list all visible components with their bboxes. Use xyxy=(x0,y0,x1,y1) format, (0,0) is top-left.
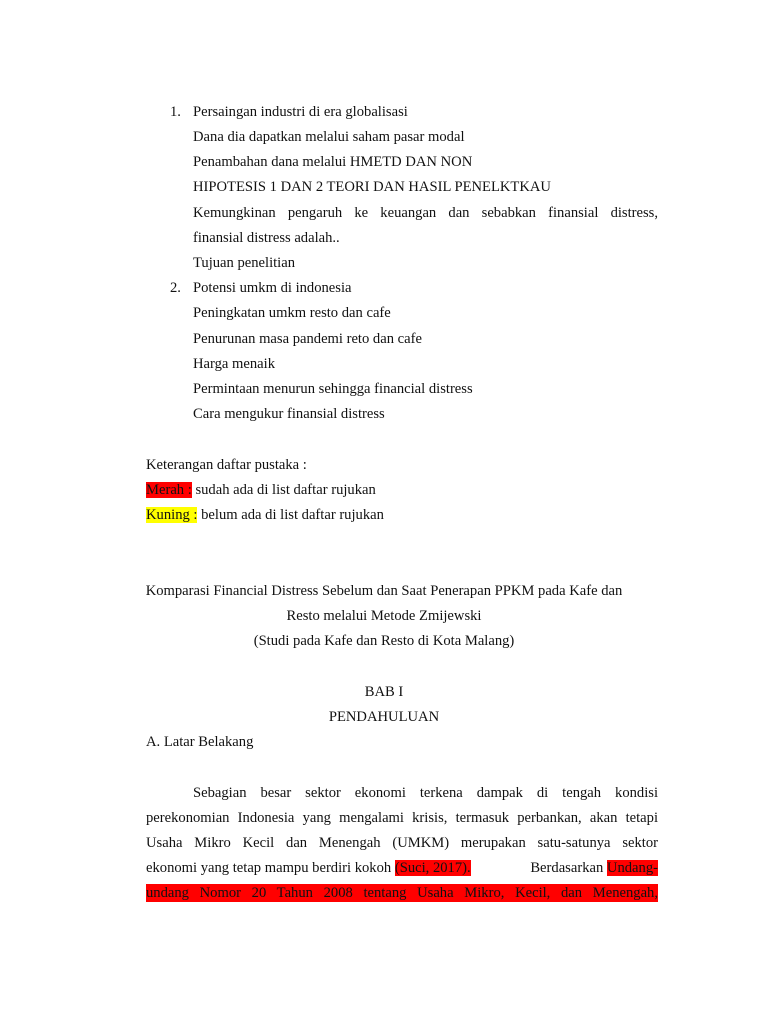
body-line xyxy=(193,784,658,802)
legend-heading: Keterangan daftar pustaka : xyxy=(146,457,307,473)
paragraph-line: finansial distress adalah.. xyxy=(193,230,340,246)
list-subitem: Cara mengukur finansial distress xyxy=(193,406,385,422)
legend-yellow-text: belum ada di list daftar rujukan xyxy=(197,507,384,523)
body-line xyxy=(146,834,658,852)
citation-red: (Suci, 2017). xyxy=(394,860,471,876)
list-number: 1. xyxy=(170,104,181,120)
body-text: perekonomian Indonesia yang mengalami krisis, termasuk perbankan, akan tetapi xyxy=(146,810,658,826)
document-title-line: Komparasi Financial Distress Sebelum dan Saat Penerapan PPKM pada Kafe dan xyxy=(145,583,623,599)
list-subitem: Harga menaik xyxy=(193,356,275,372)
list-subitem-paragraph xyxy=(193,204,658,222)
body-text xyxy=(523,859,658,877)
chapter-title: PENDAHULUAN xyxy=(328,709,440,725)
list-subitem: Penambahan dana melalui HMETD DAN NON xyxy=(193,154,473,170)
legend-yellow-label: Kuning : xyxy=(146,507,198,523)
body-text-part: ekonomi yang tetap mampu berdiri kokoh xyxy=(146,860,395,876)
body-line xyxy=(146,884,658,902)
list-subitem: Penurunan masa pandemi reto dan cafe xyxy=(193,331,422,347)
list-subitem: Peningkatan umkm resto dan cafe xyxy=(193,305,391,321)
body-text: Sebagian besar sektor ekonomi terkena dampak di tengah kondisi xyxy=(193,785,658,801)
list-item-title: Potensi umkm di indonesia xyxy=(193,280,352,296)
body-line xyxy=(146,809,658,827)
legend-red-text: sudah ada di list daftar rujukan xyxy=(191,482,376,498)
document-subtitle: (Studi pada Kafe dan Resto di Kota Malang) xyxy=(253,633,515,649)
reference-red: undang Nomor 20 Tahun 2008 tentang Usaha Mikro, Kecil, dan Menengah, xyxy=(146,885,658,901)
paragraph-line: Kemungkinan pengaruh ke keuangan dan sebabkan finansial distress, xyxy=(193,205,658,221)
reference-red: Undang- xyxy=(606,860,658,876)
body-text xyxy=(146,859,471,877)
chapter-number: BAB I xyxy=(364,684,404,700)
list-number: 2. xyxy=(170,280,181,296)
body-line xyxy=(146,859,658,877)
list-item-title: Persaingan industri di era globalisasi xyxy=(193,104,408,120)
list-subitem: HIPOTESIS 1 DAN 2 TEORI DAN HASIL PENELKTKAU xyxy=(193,179,551,195)
document-title-line: Resto melalui Metode Zmijewski xyxy=(286,608,482,624)
list-subitem: Tujuan penelitian xyxy=(193,255,296,271)
body-text-part: Berdasarkan xyxy=(523,860,607,876)
list-subitem: Dana dia dapatkan melalui saham pasar modal xyxy=(193,129,465,145)
section-heading: A. Latar Belakang xyxy=(146,734,254,750)
legend-red-entry xyxy=(146,481,376,499)
body-text: Usaha Mikro Kecil dan Menengah (UMKM) merupakan satu-satunya sektor xyxy=(146,835,658,851)
legend-yellow-entry xyxy=(146,506,384,524)
legend-red-label: Merah : xyxy=(146,482,192,498)
list-subitem: Permintaan menurun sehingga financial distress xyxy=(193,381,473,397)
